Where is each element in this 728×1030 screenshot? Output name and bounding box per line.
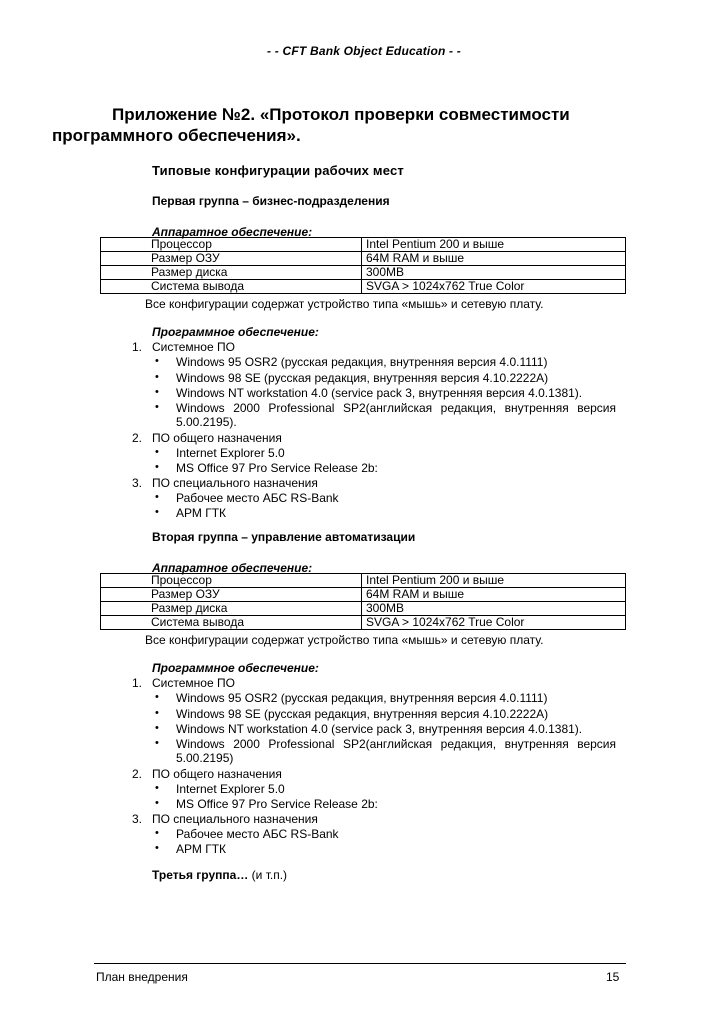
table-row	[101, 574, 626, 588]
hw-value: SVGA > 1024x762 True Color	[362, 616, 626, 630]
group-2-sw2-title: ПО общего назначения	[152, 767, 282, 781]
list-item: Windows NT workstation 4.0 (service pack 3, внутренняя версия 4.0.1381).	[176, 386, 583, 400]
group-2-hw-note: Все конфигурации содержат устройство типа «мышь» и сетевую плату.	[145, 633, 544, 647]
list-item: Windows NT workstation 4.0 (service pack 3, внутренняя версия 4.0.1381).	[176, 722, 583, 736]
group-3-title-bold: Третья группа…	[152, 868, 249, 882]
hw-value: SVGA > 1024x762 True Color	[362, 280, 626, 294]
list-number: 2.	[132, 767, 143, 781]
group-2-hw-label: Аппаратное обеспечение:	[152, 561, 313, 575]
bullet: •	[155, 691, 159, 703]
list-number: 1.	[132, 340, 143, 354]
bullet: •	[155, 491, 159, 503]
table-row	[101, 252, 626, 266]
bullet: •	[155, 797, 159, 809]
group-1-sw1-title: Системное ПО	[152, 340, 235, 354]
hw-value: 64M RAM и выше	[362, 252, 626, 266]
list-number: 2.	[132, 431, 143, 445]
bullet: •	[155, 782, 159, 794]
group-2-title: Вторая группа – управление автоматизации	[152, 530, 416, 544]
page-number: 15	[606, 970, 620, 984]
list-number: 3.	[132, 476, 143, 490]
bullet: •	[155, 722, 159, 734]
bullet: •	[155, 506, 159, 518]
hw-param: Размер диска	[101, 602, 362, 616]
table-row	[101, 602, 626, 616]
hw-value: 300MB	[362, 602, 626, 616]
bullet: •	[155, 371, 159, 383]
list-item: Windows 98 SE (русская редакция, внутренняя версия 4.10.2222A)	[176, 707, 549, 721]
bullet: •	[155, 737, 159, 749]
hw-param: Процессор	[101, 574, 362, 588]
list-item: АРМ ГТК	[176, 506, 227, 520]
bullet: •	[155, 401, 159, 413]
list-item: Windows 95 OSR2 (русская редакция, внутренняя версия 4.0.1111)	[176, 691, 548, 705]
hw-param: Размер ОЗУ	[101, 252, 362, 266]
table-row	[101, 280, 626, 294]
group-2-sw3-title: ПО специального назначения	[152, 812, 318, 826]
footer-divider	[94, 963, 626, 964]
table-row	[101, 266, 626, 280]
bullet: •	[155, 707, 159, 719]
list-item: Рабочее место АБС RS-Bank	[176, 827, 339, 841]
hw-param: Размер диска	[101, 266, 362, 280]
table-row	[101, 616, 626, 630]
bullet: •	[155, 842, 159, 854]
title-line-1: Приложение №2. «Протокол проверки совместимости	[112, 105, 570, 124]
bullet: •	[155, 355, 159, 367]
list-item: Internet Explorer 5.0	[176, 782, 285, 796]
group-2-hw-table	[100, 573, 626, 630]
list-item: Windows 95 OSR2 (русская редакция, внутренняя версия 4.0.1111)	[176, 355, 548, 369]
list-item: АРМ ГТК	[176, 842, 227, 856]
section-title: Типовые конфигурации рабочих мест	[152, 163, 404, 178]
hw-value: 64M RAM и выше	[362, 588, 626, 602]
bullet: •	[155, 446, 159, 458]
list-item: Windows 2000 Professional SP2(английская редакция, внутренняя версия 5.00.2195)	[176, 737, 616, 765]
list-number: 3.	[132, 812, 143, 826]
title-line-2: программного обеспечения».	[52, 126, 301, 145]
hw-param: Размер ОЗУ	[101, 588, 362, 602]
group-1-hw-table	[100, 237, 626, 294]
bullet: •	[155, 827, 159, 839]
hw-param: Система вывода	[101, 616, 362, 630]
hw-param: Система вывода	[101, 280, 362, 294]
group-3-title-rest: (и т.п.)	[248, 868, 288, 882]
list-number: 1.	[132, 676, 143, 690]
group-1-hw-label: Аппаратное обеспечение:	[152, 225, 313, 239]
list-item: Windows 2000 Professional SP2(английская редакция, внутренняя версия 5.00.2195).	[176, 401, 616, 429]
page-header: - - CFT Bank Object Education - -	[267, 44, 461, 58]
hw-value: Intel Pentium 200 и выше	[362, 238, 626, 252]
footer-text: План внедрения	[96, 970, 188, 984]
group-1-sw2-title: ПО общего назначения	[152, 431, 282, 445]
list-item: Internet Explorer 5.0	[176, 446, 285, 460]
list-item: MS Office 97 Pro Service Release 2b:	[176, 797, 378, 811]
bullet: •	[155, 386, 159, 398]
group-2-sw-label: Программное обеспечение:	[152, 661, 319, 675]
group-1-hw-note: Все конфигурации содержат устройство типа «мышь» и сетевую плату.	[145, 297, 544, 311]
hw-param: Процессор	[101, 238, 362, 252]
group-3-title	[152, 868, 287, 882]
group-2-sw1-title: Системное ПО	[152, 676, 235, 690]
list-item: MS Office 97 Pro Service Release 2b:	[176, 461, 378, 475]
bullet: •	[155, 461, 159, 473]
page-title	[52, 104, 632, 146]
list-item: Рабочее место АБС RS-Bank	[176, 491, 339, 505]
group-1-title: Первая группа – бизнес-подразделения	[152, 194, 390, 208]
hw-value: Intel Pentium 200 и выше	[362, 574, 626, 588]
list-item: Windows 98 SE (русская редакция, внутренняя версия 4.10.2222A)	[176, 371, 549, 385]
group-1-sw-label: Программное обеспечение:	[152, 325, 319, 339]
table-row	[101, 588, 626, 602]
table-row	[101, 238, 626, 252]
group-1-sw3-title: ПО специального назначения	[152, 476, 318, 490]
hw-value: 300MB	[362, 266, 626, 280]
